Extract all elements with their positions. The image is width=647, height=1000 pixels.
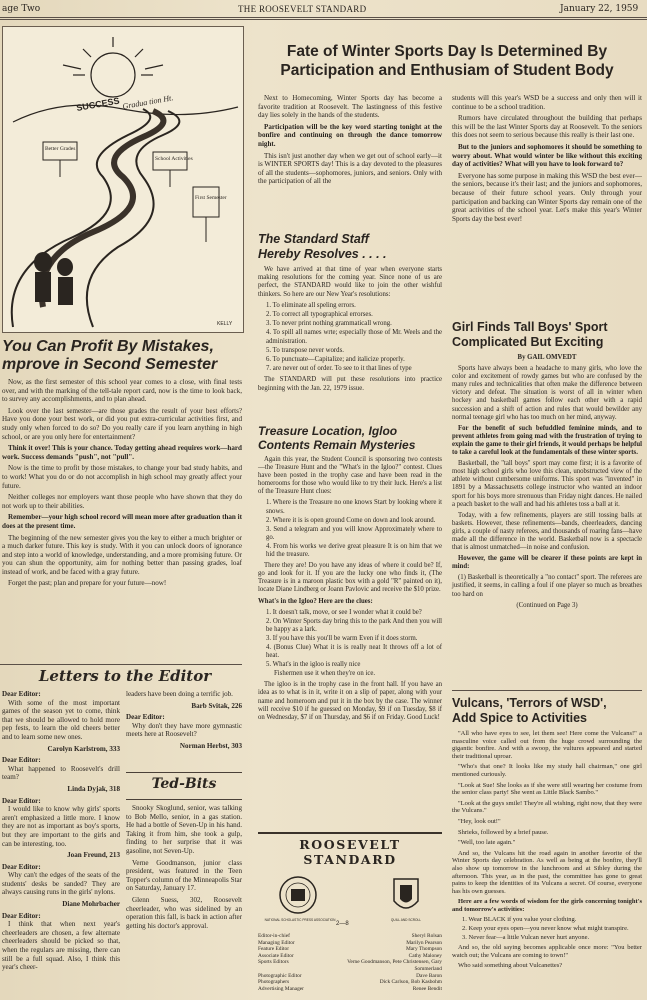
vulcans-tip: 3. Never fear—a little Vulcan never hurt anyone. <box>462 933 590 941</box>
masthead-issue: 2—8 <box>336 921 349 927</box>
letter-salutation: Dear Editor: <box>126 713 165 722</box>
letter-salutation: Dear Editor: <box>2 862 41 871</box>
winter-paragraph: students will this year's WSD be a success and only then will it continue to be a school tradition. <box>452 94 642 111</box>
tedbits-item: Verne Goodmanson, junior class president, was featured in the Teen Topper's column of the Minneapolis Star on Saturday, January 17. <box>126 858 242 893</box>
vulcans-rule <box>452 690 642 691</box>
profit-title-1: You Can Profit By Mistakes, <box>2 338 214 355</box>
igloo-clue-list <box>258 609 442 679</box>
letter-signature: Joan Freund, 213 <box>67 851 120 860</box>
vulcans-paragraph: "Who's that one? It looks like my study hall chairman," one girl mentioned curiously. <box>452 763 642 778</box>
roster-role: Advertising Manager <box>258 985 304 992</box>
vulcans-closing: And so, the old saying becomes applicable once more: "You better watch out; the Vulcans are coming to town!" <box>452 944 642 959</box>
staff-intro: We have arrived at that time of year when everyone starts making resolutions for the coming year. Since none of us are perfect, the STANDARD would like to join the other wishful thinkers. So here are our New Year's resolutions: <box>258 266 442 298</box>
success-sign: SUCCESS <box>75 95 121 113</box>
letter-signature: Barb Svitak, 226 <box>191 701 242 710</box>
roster-row <box>258 973 442 980</box>
roster-row <box>258 946 442 953</box>
profit-headline <box>2 338 244 374</box>
vulcans-headline <box>452 696 642 726</box>
letter-body: Why don't they have more gymnastic meets here at Roosevelt? <box>126 721 242 739</box>
roster-role: Sports Editors <box>258 959 289 966</box>
letter-body: I think that when next year's cheerleaders are chosen, a few alternate cheerleaders should be picked so that, when the regulars are missing, there can still be a full squad. Also, I think this year's cheer- <box>2 920 120 972</box>
staff-title-1: The Standard Staff <box>258 232 369 246</box>
resolution-item: 7. are never out of order. To see to it that lines of type <box>266 365 412 373</box>
letter <box>2 797 120 860</box>
staff-roster <box>258 933 442 992</box>
treasure-clue-list <box>258 499 442 559</box>
masthead-title: ROOSEVELT STANDARD <box>299 837 401 867</box>
tedbits-title: Ted-Bits <box>151 776 217 792</box>
letter <box>2 690 120 753</box>
vulcans-title-2: Add Spice to Activities <box>452 711 587 725</box>
npa-seal-text: NATIONAL SCHOLASTIC PRESS ASSOCIATION <box>264 918 336 922</box>
girls-paragraph: Sports have always been a headache to many girls, who love the color and excitement of rowdy games but who are confused by the many rules and technicalities that often make the difference between victory and defeat. The situation is worst of all in winter when hockey and basketball games follow each other with a rapid succession and a shift of action and rules that would bewilder any normal teenage girl who has too much on her mind, anyway. <box>452 365 642 421</box>
roster-row <box>258 986 442 993</box>
vulcans-closing: Who said something about Vulcanettes? <box>458 962 563 970</box>
profit-paragraph: Think it over! This is your chance. Today getting ahead requires work—hard work. Success demands "push", not "pull". <box>2 444 242 461</box>
roster-role: Associate Editor <box>258 952 294 959</box>
roster-role: Photographers <box>258 979 290 986</box>
letter-body: Why can't the edges of the seats of the students' desks be sanded? They are always causing runs in the girls' nylons. <box>2 871 120 897</box>
winter-col-2 <box>452 94 642 226</box>
roster-person: Renee Bendit <box>412 985 442 992</box>
winter-paragraph: Participation will be the key word starting tonight at the bonfire and continuing on through the dance tomorrow night. <box>258 122 442 148</box>
letters-title: Letters to the Editor <box>38 667 212 685</box>
letter-body: What happened to Roosevelt's drill team? <box>2 764 120 782</box>
letters-col-2 <box>126 690 242 754</box>
roster-row <box>258 940 442 947</box>
treasure-clue: 2. Where it is is open ground Come on down and look around. <box>266 516 436 524</box>
resolution-item: 3. To never print nothing grammaticall wrong. <box>266 320 392 328</box>
school-activities-sign: School Activities <box>155 156 193 162</box>
seal-row <box>258 869 442 927</box>
letter-signature: Diane Mohrbacher <box>62 900 120 909</box>
letter-salutation: Dear Editor: <box>2 756 41 765</box>
treasure-outro: The igloo is in the trophy case in the front hall. If you have an idea as to what is in it, write it on a slip of paper, along with your name and homeroom and put it in the box by the case. The winner will receive $10 if he guessed on Monday, $9 if on Tuesday, $8 if on Wednesday, $7 if on Thursday, and $6 if on Friday. Good Luck! <box>258 681 442 721</box>
vulcans-paragraph: And so, the Vulcans hit the road again in another favorite of the Winter Sports day celebration. As well as being at the bonfire, they'll also show up tomorrow in the lunchroom and at Sibley during the afternoon. This year, as in the past, the committee has gone to great pains to keep the identities of its Vulcans a secret. Of course, everyone has his own guesses. <box>452 849 642 895</box>
winter-paragraph: This isn't just another day when we get out of school early—it is WINTER SPORTS day! This is a day devoted to the pleasures of all the students—sophomores, juniors, and seniors. Only with the participation of all the <box>258 151 442 186</box>
girls-body <box>452 352 642 610</box>
treasure-clue: 1. Where is the Treasure no one knows Start by looking where it snows. <box>266 499 442 515</box>
vulcans-paragraph: "Look at Sue! She looks as if she were still wearing her costume from the senior class party! She went as Little Black Sambo." <box>452 781 642 797</box>
letter <box>2 912 120 972</box>
letters-col-1 <box>2 690 120 975</box>
better-grades-sign: Better Grades <box>45 146 76 152</box>
resolution-item: 6. To punctuate—Capitalize; and italicize properly. <box>266 356 405 364</box>
roster-person: Verne Goodmanson, Pete Christensen, Gary Sommerland <box>347 959 442 972</box>
roster-role: Managing Editor <box>258 939 295 946</box>
tedbits-item: Snooky Skoglund, senior, was talking to Bob Mello, senior, in a gas station. He had a bottle of Seven-Up in his hand. Taking it from him, she took a gulp, finding to her surprise that it was gasoline, not Seven-Up. <box>126 804 242 855</box>
winter-col-1 <box>258 94 442 189</box>
igloo-clue: 5. What's in the igloo is really nice <box>266 661 361 669</box>
profit-title-2: mprove in Second Semester <box>2 356 218 373</box>
graduation-sign: Gradua tion Ht. <box>121 93 174 111</box>
masthead <box>258 832 442 1000</box>
roster-role: Photographic Editor <box>258 972 302 979</box>
winter-paragraph: Next to Homecoming, Winter Sports day has become a favorite tradition at Roosevelt. The lastingness of this festive day lies solely in the hands of the students. <box>258 94 442 120</box>
roster-row <box>258 979 442 986</box>
winter-paragraph: But to the juniors and sophomores it should be something to worry about. What would winter be like without this exciting day of activities? What will you have to look forward to? <box>452 142 642 169</box>
winter-paragraph: Rumors have circulated throughout the building that perhaps this will be the last Winter Sports day at Roosevelt. To the seniors this does not seem to serious because this really is their last one. <box>452 114 642 140</box>
profit-paragraph: Remember—your high school record will mean more after graduation than it does at the present time. <box>2 513 242 530</box>
girls-paragraph: However, the game will be clearer if these points are kept in mind: <box>452 555 642 571</box>
letter-body: I would like to know why girls' sports aren't emphasized a little more. I know they are not as important as boy's sports, but they are important to the girls and can be interesting, too. <box>2 805 120 848</box>
page-header <box>0 2 647 16</box>
vulcans-tip: 2. Keep your eyes open—you never know what might transpire. <box>462 925 629 933</box>
igloo-clue: 3. If you have this you'll be warm Even if it does storm. <box>266 634 418 642</box>
issue-date: January 22, 1959 <box>560 4 639 14</box>
letter <box>2 756 120 793</box>
staff-headline <box>258 232 442 262</box>
letter-signature: Norman Herbst, 303 <box>179 741 242 750</box>
girls-paragraph: For the benefit of such befuddled feminine minds, and to prevent athletes from going mad with the frustration of trying to explain the game to their girl friends, it would perhaps be helpful to take a careful look at the fundamentals of these winter sports. <box>452 424 642 457</box>
letter <box>2 863 120 909</box>
treasure-headline <box>258 424 442 452</box>
girls-title-2: Complicated But Exciting <box>452 335 604 349</box>
vulcans-paragraph: "Look at the guys smile! They're all wishing, right now, that they were the Vulcans." <box>452 799 642 815</box>
staff-body <box>258 266 442 396</box>
vulcans-paragraph: "All who have eyes to see, let them see! Here come the Vulcans!" a masculine voice called out from the huge crowd surrounding the gigantic bonfire. And with a swoop, the vultures appeared and started their traditional uproar. <box>452 730 642 760</box>
winter-title-1: Fate of Winter Sports Day Is Determined By <box>286 43 608 60</box>
winter-paragraph: Everyone has some purpose in making this WSD the best ever—the seniors, because it's their last; and the juniors and sophomores, because of their future school years. Only through your participation and backing can Winter Sports day remain one of the great activities of the school year. Let's make this year's Winter Sports day the best ever! <box>452 171 642 223</box>
vulcans-paragraph: "Hey, look out!" <box>458 817 501 825</box>
vulcans-paragraph: Shrieks, followed by a brief pause. <box>458 828 549 836</box>
vulcans-tip: 1. Wear BLACK if you value your clothing. <box>462 916 577 924</box>
resolution-item: 4. To spill all names wrte; especially those of Mr. Weels and the administration. <box>266 329 442 345</box>
winter-headline <box>252 42 642 80</box>
resolution-item: 1. To eliminate all speling errors. <box>266 301 356 309</box>
profit-paragraph: Look over the last semester—are those grades the result of your best efforts? Have you done your best work, or did you put extra-curricular activities first, and study only when forced to do so? Do you really care if you learn anything in high school, or are you only here for entertainment? <box>2 406 242 441</box>
cartoon-drawing <box>3 27 243 332</box>
roster-person: Marilyn Pearson <box>406 939 442 946</box>
treasure-mid: There they are! Do you have any ideas of where it could be? If, go and look for it. If you are the lucky one who finds it, (The Treasure is in a maroon plastic box with a gold "R" painted on it), locate Diane Lindberg or Joann Pavlovic and receive the $10 prize. <box>258 562 442 594</box>
roster-row <box>258 933 442 940</box>
roster-person: Mary Thompson <box>406 946 442 953</box>
quill-scroll-seal <box>386 871 426 921</box>
tedbits-body <box>126 804 242 933</box>
resolution-item: 2. To correct all typographical errorses. <box>266 311 373 319</box>
vulcans-paragraph: Here are a few words of wisdom for the girls concerning tonight's and tomorrow's activities: <box>452 898 642 913</box>
vulcans-tips <box>452 916 642 941</box>
igloo-clue: 4. (Bonus Clue) What it is is really neat It throws off a lot of heat. <box>266 643 442 660</box>
profit-paragraph: Forget the past; plan and prepare for your future—now! <box>8 579 167 588</box>
girls-paragraph: Basketball, the "tall boys" sport may come first; it is a favorite of most high school girls who love this clean, unobstructed view of the athlete without cumbersome uniforms. This sport was "invented" in 1891 by a Massachusetts college instructor who wanted an indoor sport for his boys more strenuous than Friday night dances. He nailed a peach basket to the wall and had his athletes toss a ball at it. <box>452 460 642 508</box>
quill-scroll-text: QUILL AND SCROLL <box>390 918 422 922</box>
letters-rule <box>0 664 242 665</box>
letter-signature: Linda Dyjak, 318 <box>67 784 120 793</box>
treasure-title-2: Contents Remain Mysteries <box>258 438 416 452</box>
treasure-intro: Again this year, the Student Council is sponsoring two contests—the Treasure Hunt and the "What's in the Igloo?" contest. Clues have been posted in the trophy case and have been read in the homerooms for those who would like to try their luck. Here's a list of the Treasure Hunt clues: <box>258 456 442 496</box>
igloo-clue: 1. It doesn't talk, move, or see I wonder what it could be? <box>266 608 422 616</box>
treasure-body <box>258 456 442 725</box>
roster-person: Dick Carlson, Bob Kasbohm <box>379 979 442 986</box>
roster-row <box>258 953 442 960</box>
page-number: age Two <box>2 4 41 14</box>
letter-salutation: Dear Editor: <box>2 796 41 805</box>
letter-salutation: Dear Editor: <box>2 911 41 920</box>
treasure-clue: 3. Send a telegram and you will know Approximately where to go. <box>266 525 442 541</box>
vulcans-body <box>452 730 642 973</box>
roster-row <box>258 959 442 972</box>
roster-person: Dave Baron <box>416 972 442 979</box>
igloo-clue: 2. On Winter Sports day bring this to the park And then you will be happy as a lark. <box>266 617 442 633</box>
tedbits-item: Glenn Suess, 302, Roosevelt cheerleader, who was sidelined by an operation this fall, is back in action after getting his doctor's approval. <box>126 895 242 930</box>
header-rule-2 <box>0 19 647 20</box>
resolution-item: 5. To transpose never words. <box>266 346 344 354</box>
letter-body: leaders have been doing a terrific job. <box>126 690 233 698</box>
letter-salutation: Dear Editor: <box>2 690 41 698</box>
roster-role: Feature Editor <box>258 946 289 953</box>
letter-signature: Carolyn Karlstrom, 333 <box>47 744 120 753</box>
resolution-list <box>258 302 442 374</box>
girls-paragraph: (1) Basketball is theoretically a "no contact" sport. The referees are justified, it seems, in calling a foul if one player so much as breathes too hard on <box>452 574 642 598</box>
first-semester-sign: First Semester <box>195 195 227 201</box>
profit-paragraph: Neither colleges nor employers want those people who have shown that they do not work up to their abilities. <box>2 493 242 510</box>
girls-title-1: Girl Finds Tall Boys' Sport <box>452 320 608 334</box>
paper-name: THE ROOSEVELT STANDARD <box>238 4 367 14</box>
letter-body: With some of the most important games of the season yet to come, think that we should be allowed to hold more pep fests, to learn the old cheers better and to learn some new ones. <box>2 698 120 741</box>
treasure-title-1: Treasure Location, Igloo <box>258 424 398 438</box>
girls-headline <box>452 320 642 350</box>
profit-paragraph: Now is the time to profit by those mistakes, to change your bad study habits, and to work! What you do or do not accomplish in high school may greatly affect your future. <box>2 464 242 490</box>
roster-person: Sheryl Rolsan <box>411 933 442 939</box>
girls-byline: By GAIL OMVEDT <box>517 354 577 361</box>
staff-title-2: Hereby Resolves . . . . <box>258 247 387 261</box>
profit-paragraph: Now, as the first semester of this school year comes to a close, with final tests over, and with the marking of the tell-tale report card, now is the time to look back, to survey any accomplishments, and to plan ahead. <box>2 378 242 404</box>
winter-title-2: Participation and Enthusiam of Student Body <box>280 62 614 79</box>
staff-outro: The STANDARD will put these resolutions into practice beginning with the Jan. 22, 1979 issue. <box>258 376 442 392</box>
treasure-clue: 4. From his works we derive great pleasure It is on him that we hid the treasure. <box>266 542 442 559</box>
profit-body <box>2 378 242 591</box>
roster-person: Cathy Maloney <box>408 952 442 959</box>
girls-paragraph: Today, with a few refinements, players are still tossing balls at baskets. However, these refinements—bands, cheerleaders, dancing girls, a couple of nasty referees, and thousands of roaring fans—have made all the difference in the world. Basketball now is a spectacle that is almost unmatched—in noise and confusion. <box>452 511 642 552</box>
cartoon <box>2 26 244 333</box>
artist-credit: KELLY <box>217 321 233 327</box>
girls-continued: (Continued on Page 3) <box>516 601 578 609</box>
header-rule <box>0 17 647 18</box>
vulcans-paragraph: "Well, too late again." <box>458 839 516 847</box>
roster-role: Editor-in-chief <box>258 933 290 939</box>
vulcans-title-1: Vulcans, 'Terrors of WSD', <box>452 696 607 710</box>
igloo-clue: Fishermen use it when they're on ice. <box>274 670 376 678</box>
profit-paragraph: The beginning of the new semester gives you the key to either a much brighter or a much darker future. This key is study. With it you can unlock doors of ignorance and step into a world of knowledge, understanding, and a more promising future. Or you can shun the opportunity, aim for nothing better than passing grades, loaf instead of work, and be faced with a gray future. <box>2 533 242 576</box>
sun-shape <box>91 53 135 97</box>
npa-seal <box>278 871 318 921</box>
igloo-heading: What's in the Igloo? Here are the clues: <box>258 597 373 605</box>
